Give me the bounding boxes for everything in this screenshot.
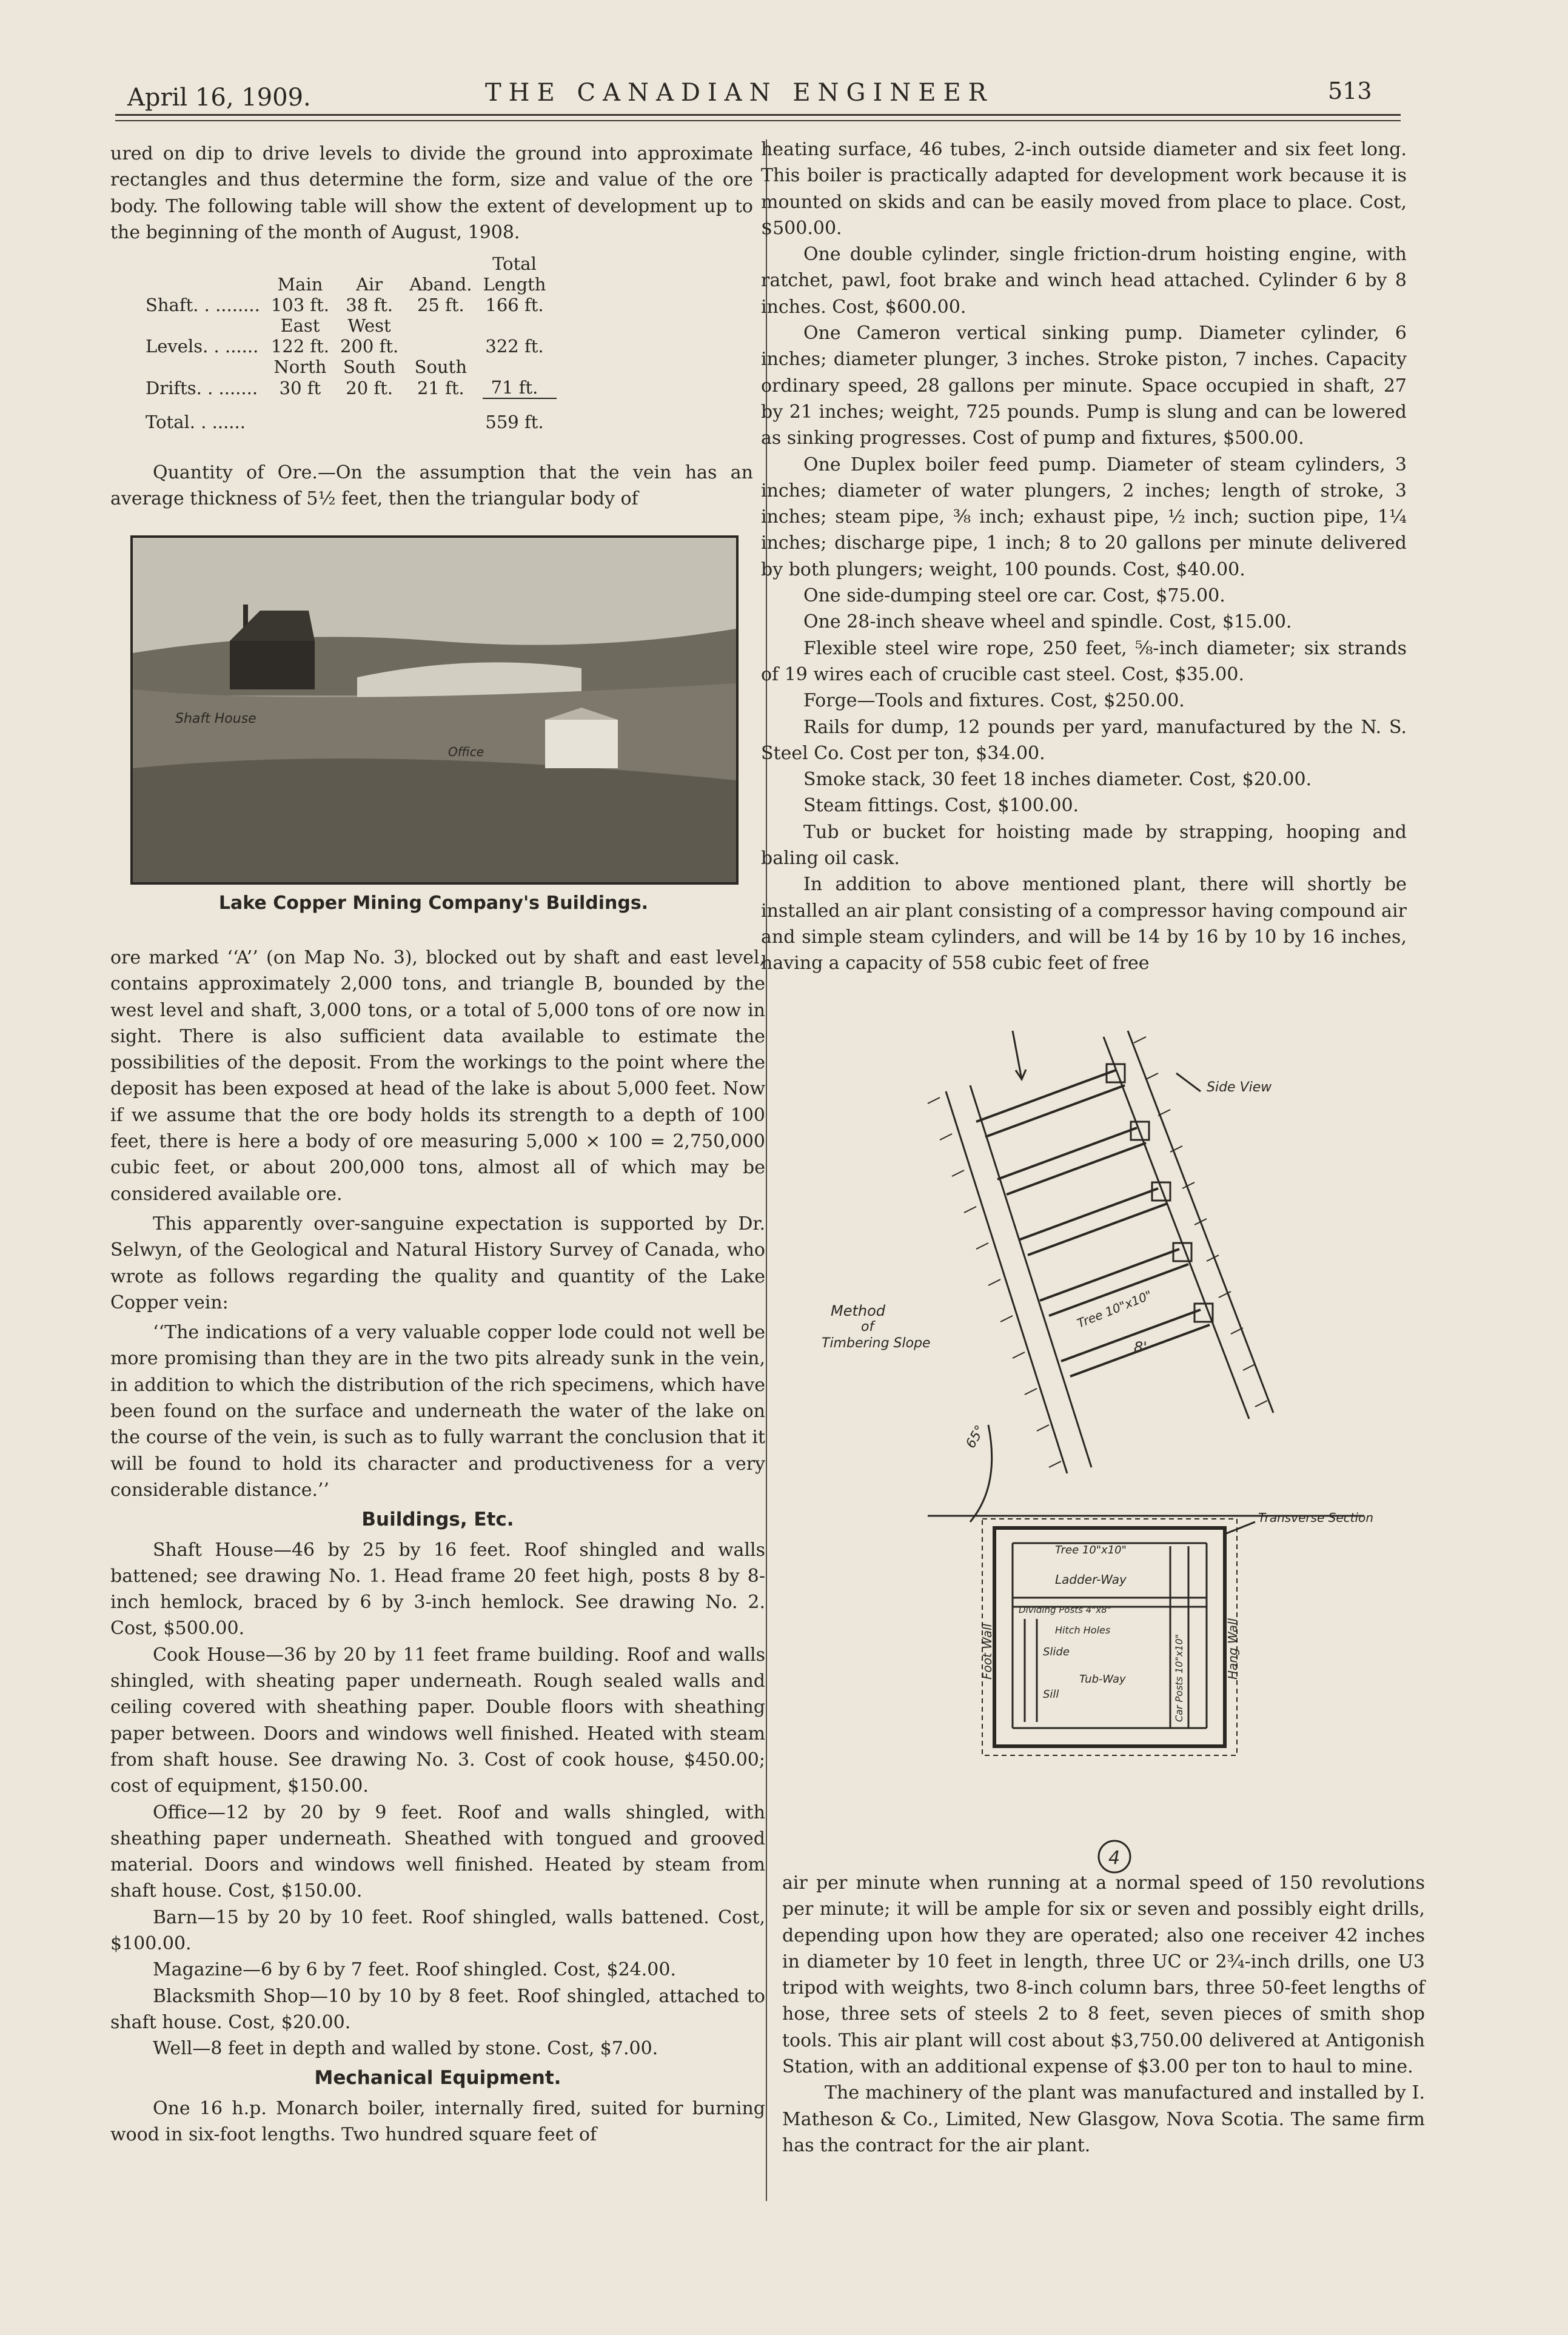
- air-plant-continued: air per minute when running at a normal speed of 150 revolutions per minute; it will be ample for six or seven and possibly eight drills, depending upon how they are operated; also one receiver 42 inches in diameter by 10 feet in length, three UC or 2¾-inch drills, one U3 tripod with weights, two 8-inch column bars, three 50-feet lengths of hose, three sets of steels 2 to 8 feet, seven pieces of smith shop tools. This air plant will cost about $3,750.00 delivered at Antigonish Station, with an additional expense of $3.00 per ton to haul to mine.: [782, 1872, 1425, 2078]
- quote-paragraph: ‘‘The indications of a very valuable copper lode could not well be more promising than they are in the two pits already sunk in the vein, in addition to which the distribution of the rich specimens, which have been found on the surface and underneath the water of the lake on the course of the vein, is such as to fully warrant the conclusion that it will be found to hold its character and productiveness for a very considerable distance.’’: [110, 1322, 765, 1501]
- hang-wall-label: Hang Wall: [1225, 1618, 1240, 1680]
- photo-illustration: [133, 538, 736, 882]
- left-column-top: [110, 141, 753, 246]
- header-rule-double: [115, 120, 1401, 121]
- figure-number: 4: [1108, 1848, 1121, 1869]
- table-head-air: Air: [356, 274, 383, 295]
- drifts-sub-north: North: [273, 357, 327, 377]
- buildings-heading: Buildings, Etc.: [361, 1509, 514, 1531]
- steam-fittings-paragraph: Steam fittings. Cost, $100.00.: [803, 795, 1079, 817]
- cameron-pump-paragraph: One Cameron vertical sinking pump. Diameter cylinder, 6 inches; diameter plunger, 3 inches. Stroke piston, 7 inches. Capacity ordinary speed, 28 gallons per minute. Space occupied in shaft, 27 by 21 inches; weight, 725 pounds. Pump is slung and can be lowered as sinking progresses. Cost of pump and fixtures, $500.00.: [761, 323, 1407, 449]
- table-head-total: Total: [492, 253, 537, 274]
- duplex-pump-paragraph: One Duplex boiler feed pump. Diameter of steam cylinders, 3 inches; diameter of water plungers, 2 inches; length of stroke, 3 inches; steam pipe, ⅜ inch; exhaust pipe, ½ inch; suction pipe, 1¼ inches; discharge pipe, 1 inch; 8 to 20 gallons per minute delivered by both plungers; weight, 100 pounds. Cost, $40.00.: [761, 454, 1407, 580]
- tub-paragraph: Tub or bucket for hoisting made by strapping, hooping and baling oil cask.: [761, 821, 1407, 869]
- car-posts-label: Car Posts 10"x10": [1173, 1633, 1185, 1722]
- well-paragraph: Well—8 feet in depth and walled by stone. Cost, $7.00.: [153, 2038, 658, 2060]
- cell-drifts-total: 71 ft.: [483, 377, 557, 398]
- wire-rope-paragraph: Flexible steel wire rope, 250 feet, ⅝-inch diameter; six strands of 19 wires each of crucible cast steel. Cost, $35.00.: [761, 637, 1407, 685]
- timbering-diagram: [788, 1025, 1425, 1874]
- foot-wall-label: Foot Wall: [980, 1623, 994, 1680]
- mechanical-heading: Mechanical Equipment.: [314, 2067, 561, 2089]
- cell-grand-total: 559 ft.: [485, 412, 544, 432]
- photo-caption: Lake Copper Mining Company's Buildings.: [218, 893, 649, 914]
- table-head-length: Length: [483, 274, 546, 295]
- right-column-top: [761, 136, 1407, 977]
- cell-drifts-air: 20 ft.: [346, 378, 393, 398]
- ore-car-paragraph: One side-dumping steel ore car. Cost, $75.00.: [803, 585, 1225, 607]
- drifts-sub-south: South: [343, 357, 396, 377]
- air-plant-paragraph: In addition to above mentioned plant, there will shortly be installed an air plant consisting of a compressor having compound air and simple steam cylinders, and will be 14 by 16 by 10 by 16 inches, having a capacity of 558 cubic feet of free: [761, 874, 1407, 974]
- cell-shaft-air: 38 ft.: [346, 295, 393, 315]
- development-table: [146, 253, 557, 432]
- tubway-label: Tub-Way: [1079, 1673, 1126, 1686]
- cell-levels-main: 122 ft.: [270, 336, 330, 357]
- header-rule: [115, 114, 1401, 116]
- quantity-block: [110, 460, 753, 512]
- machinery-paragraph: The machinery of the plant was manufactured and installed by I. Matheson & Co., Limited, New Glasgow, Nova Scotia. The same firm has the contract for the air plant.: [782, 2082, 1425, 2156]
- office-paragraph: Office—12 by 20 by 9 feet. Roof and walls shingled, with sheathing paper underneath. Sheathed with tongued and grooved material. Doors and windows well finished. Heated by steam from shaft house. Cost, $150.00.: [110, 1801, 765, 1902]
- slide-label: Slide: [1043, 1646, 1070, 1658]
- rails-paragraph: Rails for dump, 12 pounds per yard, manufactured by the N. S. Steel Co. Cost per ton, $34.00.: [761, 716, 1407, 764]
- method-label-2: of: [861, 1319, 874, 1335]
- dividing-posts-label: Dividing Posts 4"x8": [1019, 1604, 1111, 1615]
- shaft-house-label: Shaft House: [175, 711, 256, 726]
- row-label-total: Total. . ......: [146, 412, 246, 432]
- tree-side-label: Tree 10"x10": [1074, 1287, 1154, 1331]
- heating-paragraph: heating surface, 46 tubes, 2-inch outside diameter and six feet long. This boiler is practically adapted for development work because it is mounted on skids and can be easily moved from place to place. Cost, $500.00.: [761, 139, 1407, 239]
- office-label: Office: [448, 745, 484, 759]
- cell-shaft-aband: 25 ft.: [417, 295, 464, 315]
- header-title: THE CANADIAN ENGINEER: [485, 79, 994, 107]
- engine-paragraph: One double cylinder, single friction-drum hoisting engine, with ratchet, pawl, foot brake and winch head attached. Cylinder 6 by 8 inches. Cost, $600.00.: [761, 244, 1407, 318]
- cell-shaft-total: 166 ft.: [485, 295, 544, 315]
- levels-sub-east: East: [280, 315, 320, 336]
- barn-paragraph: Barn—15 by 20 by 10 feet. Roof shingled, walls battened. Cost, $100.00.: [110, 1906, 765, 1954]
- row-label-shaft: Shaft. . ........: [146, 295, 260, 315]
- side-view-label: Side View: [1207, 1080, 1272, 1095]
- cell-levels-total: 322 ft.: [485, 336, 544, 357]
- right-column-bottom: [782, 1870, 1425, 2159]
- intro-paragraph: ured on dip to drive levels to divide the ground into approximate rectangles and thus determine the form, size and value of the ore body. The following table will show the extent of development up to the beginning of the month of August, 1908.: [110, 143, 753, 243]
- drifts-sub-south-aband: South: [414, 357, 467, 377]
- timbering-drawing: [788, 1025, 1425, 1874]
- left-column-bottom: [110, 945, 765, 2148]
- method-label-3: Timbering Slope: [822, 1336, 931, 1351]
- table-head-main: Main: [277, 274, 323, 295]
- row-label-levels: Levels. . ......: [146, 336, 259, 357]
- method-label-1: Method: [831, 1302, 886, 1319]
- selwyn-paragraph: This apparently over-sanguine expectation is supported by Dr. Selwyn, of the Geological and Natural History Survey of Canada, who wrote as follows regarding the quality and quantity of the Lake Copper vein:: [110, 1213, 765, 1313]
- boiler-paragraph: One 16 h.p. Monarch boiler, internally fired, suited for burning wood in six-foot lengths. Two hundred square feet of: [110, 2097, 765, 2146]
- hitch-holes-label: Hitch Holes: [1055, 1624, 1111, 1636]
- cook-house-paragraph: Cook House—36 by 20 by 11 feet frame building. Roof and walls shingled, with sheating paper underneath. Rough sealed walls and ceiling covered with sheathing paper. Double floors with sheathing paper between. Doors and windows well finished. Heated with steam from shaft house. See drawing No. 3. Cost of cook house, $450.00; cost of equipment, $150.00.: [110, 1644, 765, 1797]
- cell-drifts-main: 30 ft: [279, 378, 321, 398]
- row-label-drifts: Drifts. . .......: [146, 378, 258, 398]
- quantity-paragraph: Quantity of Ore.—On the assumption that the vein has an average thickness of 5½ feet, then the triangular body of: [110, 462, 753, 510]
- cell-drifts-aband: 21 ft.: [417, 378, 464, 398]
- cell-levels-air: 200 ft.: [340, 336, 399, 357]
- magazine-paragraph: Magazine—6 by 6 by 7 feet. Roof shingled. Cost, $24.00.: [153, 1959, 677, 1981]
- buildings-photo: [130, 535, 739, 885]
- sheave-paragraph: One 28-inch sheave wheel and spindle. Cost, $15.00.: [803, 611, 1292, 633]
- forge-paragraph: Forge—Tools and fixtures. Cost, $250.00.: [803, 690, 1185, 712]
- cell-shaft-main: 103 ft.: [270, 295, 330, 315]
- ore-paragraph: ore marked ‘‘A’’ (on Map No. 3), blocked out by shaft and east level, contains approximately 2,000 tons, and triangle B, bounded by the west level and shaft, 3,000 tons, or a total of 5,000 tons of ore now in sight. There is also sufficient data available to estimate the possibilities of the deposit. From the workings to the point where the deposit has been exposed at head of the lake is about 5,000 feet. Now if we assume that the ore body holds its strength to a depth of 100 feet, there is here a body of ore measuring 5,000 × 100 = 2,750,000 cubic feet, or about 200,000 tons, almost all of which may be considered available ore.: [110, 947, 765, 1205]
- transverse-section-label: Transverse Section: [1258, 1510, 1373, 1525]
- eight-feet-label: 8': [1134, 1339, 1147, 1356]
- shaft-house-paragraph: Shaft House—46 by 25 by 16 feet. Roof shingled and walls battened; see drawing No. 1. Head frame 20 feet high, posts 8 by 8-inch hemlock, braced by 6 by 3-inch hemlock. See drawing No. 2. Cost, $500.00.: [110, 1539, 765, 1640]
- ladderway-label: Ladder-Way: [1055, 1572, 1127, 1587]
- table-head-aband: Aband.: [409, 274, 472, 295]
- header-page-number: 513: [1328, 78, 1372, 104]
- sill-label: Sill: [1043, 1688, 1059, 1701]
- blacksmith-paragraph: Blacksmith Shop—10 by 10 by 8 feet. Roof shingled, attached to shaft house. Cost, $20.00.: [110, 1985, 765, 2033]
- smoke-stack-paragraph: Smoke stack, 30 feet 18 inches diameter. Cost, $20.00.: [803, 769, 1312, 791]
- header-date: April 16, 1909.: [127, 84, 311, 112]
- angle-label: 65°: [963, 1422, 988, 1451]
- tree-top-label: Tree 10"x10": [1055, 1544, 1127, 1556]
- levels-sub-west: West: [347, 315, 391, 336]
